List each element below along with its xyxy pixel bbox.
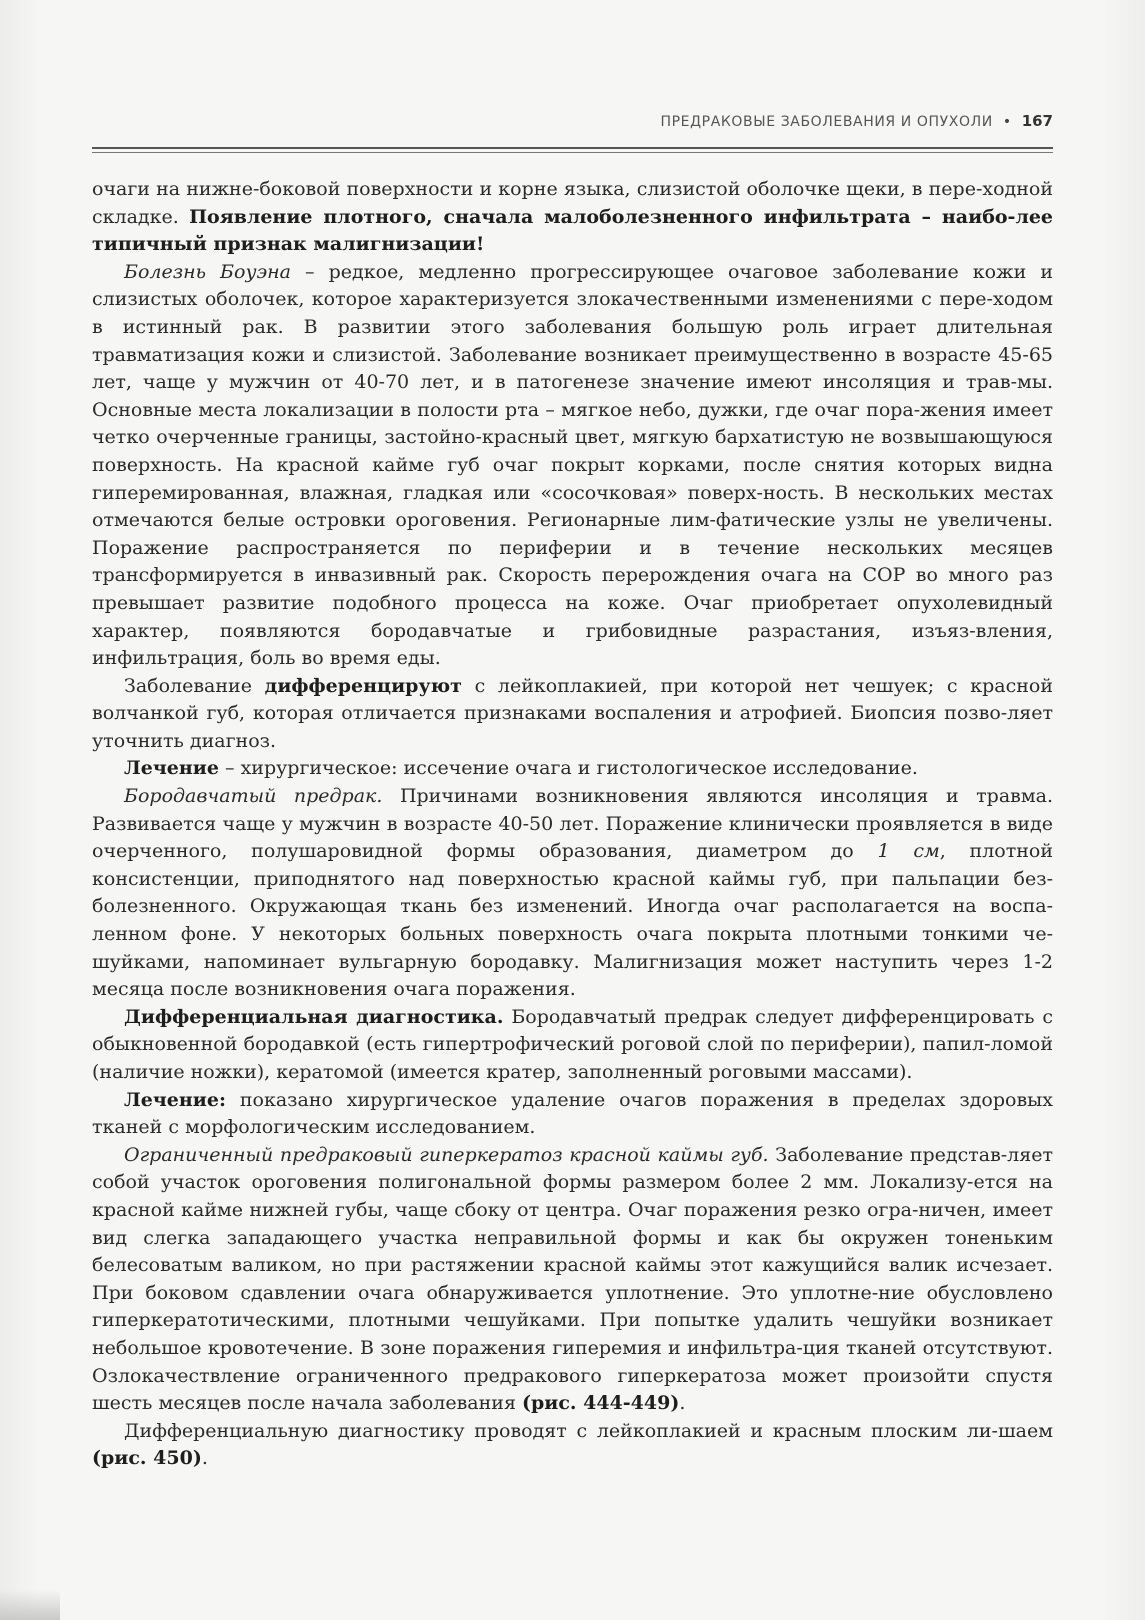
text-run: Причинами возникновения являются инсоляция и травма. Развивается чаще у мужчин в возрасте 40-50 лет. Поражение клинически проявляется в виде очерченного, полушаровидной формы образования, диаметром до [92,785,1053,863]
text-run: с лейкоплакией, при которой нет чешуек; с красной волчанкой губ, которая отличается признаками воспаления и атрофией. Биопсия позво-ляет уточнить диагноз. [92,674,1053,752]
paragraph [92,1004,1053,1087]
header-rule-thin [92,152,1053,153]
term-italic: Ограниченный предраковый гиперкератоз красной каймы губ. [124,1143,769,1166]
text-run: – редкое, медленно прогрессирующее очаговое заболевание кожи и слизистых оболочек, которое характеризуется злокачественными изменениями с пере-ходом в истинный рак. В развитии этого заболевания большую роль играет длительная травматизация кожи и слизистой. Заболевание возникает преимущественно в возрасте 45-65 лет, чаще у мужчин от 40-70 лет, и в патогенезе значение имеют инсоляция и трав-мы. Основные места локализации в полости рта – мягкое небо, дужки, где очаг пора-жения имеет четко очерченные границы, застойно-красный цвет, мягкую бархатистую не возвышающуюся поверхность. На красной кайме губ очаг покрыт корками, после снятия которых видна гиперемированная, влажная, гладкая или «сосочковая» поверх-ность. В нескольких местах отмечаются белые островки ороговения. Регионарные лим-фатические узлы не увеличены. Поражение распространяется по периферии и в течение нескольких месяцев трансформируется в инвазивный рак. Скорость перерождения очага на СОР во много раз превышает развитие подобного процесса на коже. Очаг приобретает опухолевидный характер, появляются бородавчатые и грибовидные разрастания, изъяз-вления, инфильтрация, боль во время еды. [92,260,1053,670]
emphasis-bold: Лечение [124,757,219,780]
paragraph [92,783,1053,1004]
emphasis-bold: дифференцируют [264,674,462,697]
figure-reference: (рис. 450) [92,1447,202,1470]
paragraph [92,1087,1053,1142]
emphasis-bold: Дифференциальная диагностика. [124,1005,504,1028]
section-title: ПРЕДРАКОВЫЕ ЗАБОЛЕВАНИЯ И ОПУХОЛИ [660,114,993,130]
paragraph [92,1418,1053,1473]
term-italic: Бородавчатый предрак. [124,785,383,808]
header-rule-thick [92,147,1053,149]
text-run: показано хирургическое удаление очагов поражения в пределах здоровых тканей с морфологическим исследованием. [92,1088,1053,1139]
paragraph [92,673,1053,756]
paragraph [92,755,1053,783]
running-header [92,112,1053,130]
text-run: Заболевание [124,674,265,697]
body-text [92,176,1053,1473]
text-run: Бородавчатый предрак следует дифференцировать с обыкновенной бородавкой (есть гипертрофический роговой слой по периферии), папил-ломой (наличие ножки), кератомой (имеется кратер, заполненный роговыми массами). [92,1005,1053,1083]
text-run: . [201,1447,208,1470]
text-run: Заболевание представ-ляет собой участок ороговения полигональной формы размером более 2 мм. Локализу-ется на красной кайме нижней губы, чаще сбоку от центра. Очаг поражения резко огра-ничен, имеет вид слегка западающего участка неправильной формы и как бы окружен тоненьким белесоватым валиком, но при растяжении красной каймы этот кажущийся валик исчезает. При боковом сдавлении очага обнаруживается уплотнение. Это уплотне-ние обусловлено гиперкератотическими, плотными чешуйками. При попытке удалить чешуйки возникает небольшое кровотечение. В зоне поражения гиперемия и инфильтра-ция тканей отсутствуют. Озлокачествление ограниченного предракового гиперкератоза может произойти спустя шесть месяцев после начала заболевания [92,1143,1053,1415]
emphasis-bold: Лечение: [124,1088,226,1111]
text-run: , плотной консистенции, приподнятого над поверхностью красной каймы губ, при пальпации без-болезненного. Окружающая ткань без изменений. Иногда очаг располагается на воспа-ленном фоне. У некоторых больных поверхность очага покрыта плотными тонкими че-шуйками, напоминает вульгарную бородавку. Малигнизация может наступить через 1-2 месяца после возникновения очага поражения. [92,840,1053,1001]
text-run: Дифференциальную диагностику проводят с лейкоплакией и красным плоским ли-шаем [124,1419,1053,1442]
paragraph [92,176,1053,259]
figure-reference: (рис. 444-449) [521,1392,680,1415]
header-bullet: • [1002,114,1012,130]
page-corner-shadow [0,1590,60,1620]
paragraph [92,1142,1053,1418]
page-number: 167 [1021,112,1053,130]
text-run: очаги на нижне-боковой поверхности и корне языка, слизистой оболочке щеки, в пере-ходной складке. [92,178,1053,228]
text-run: . [679,1392,686,1415]
term-italic: 1 см [877,840,940,863]
term-italic: Болезнь Боуэна [124,260,291,283]
text-run: – хирургическое: иссечение очага и гистологическое исследование. [218,757,918,780]
emphasis-bold: Появление плотного, сначала малоболезненного инфильтрата – наибо-лее типичный признак малигнизации! [92,205,1054,256]
paragraph [92,259,1053,673]
